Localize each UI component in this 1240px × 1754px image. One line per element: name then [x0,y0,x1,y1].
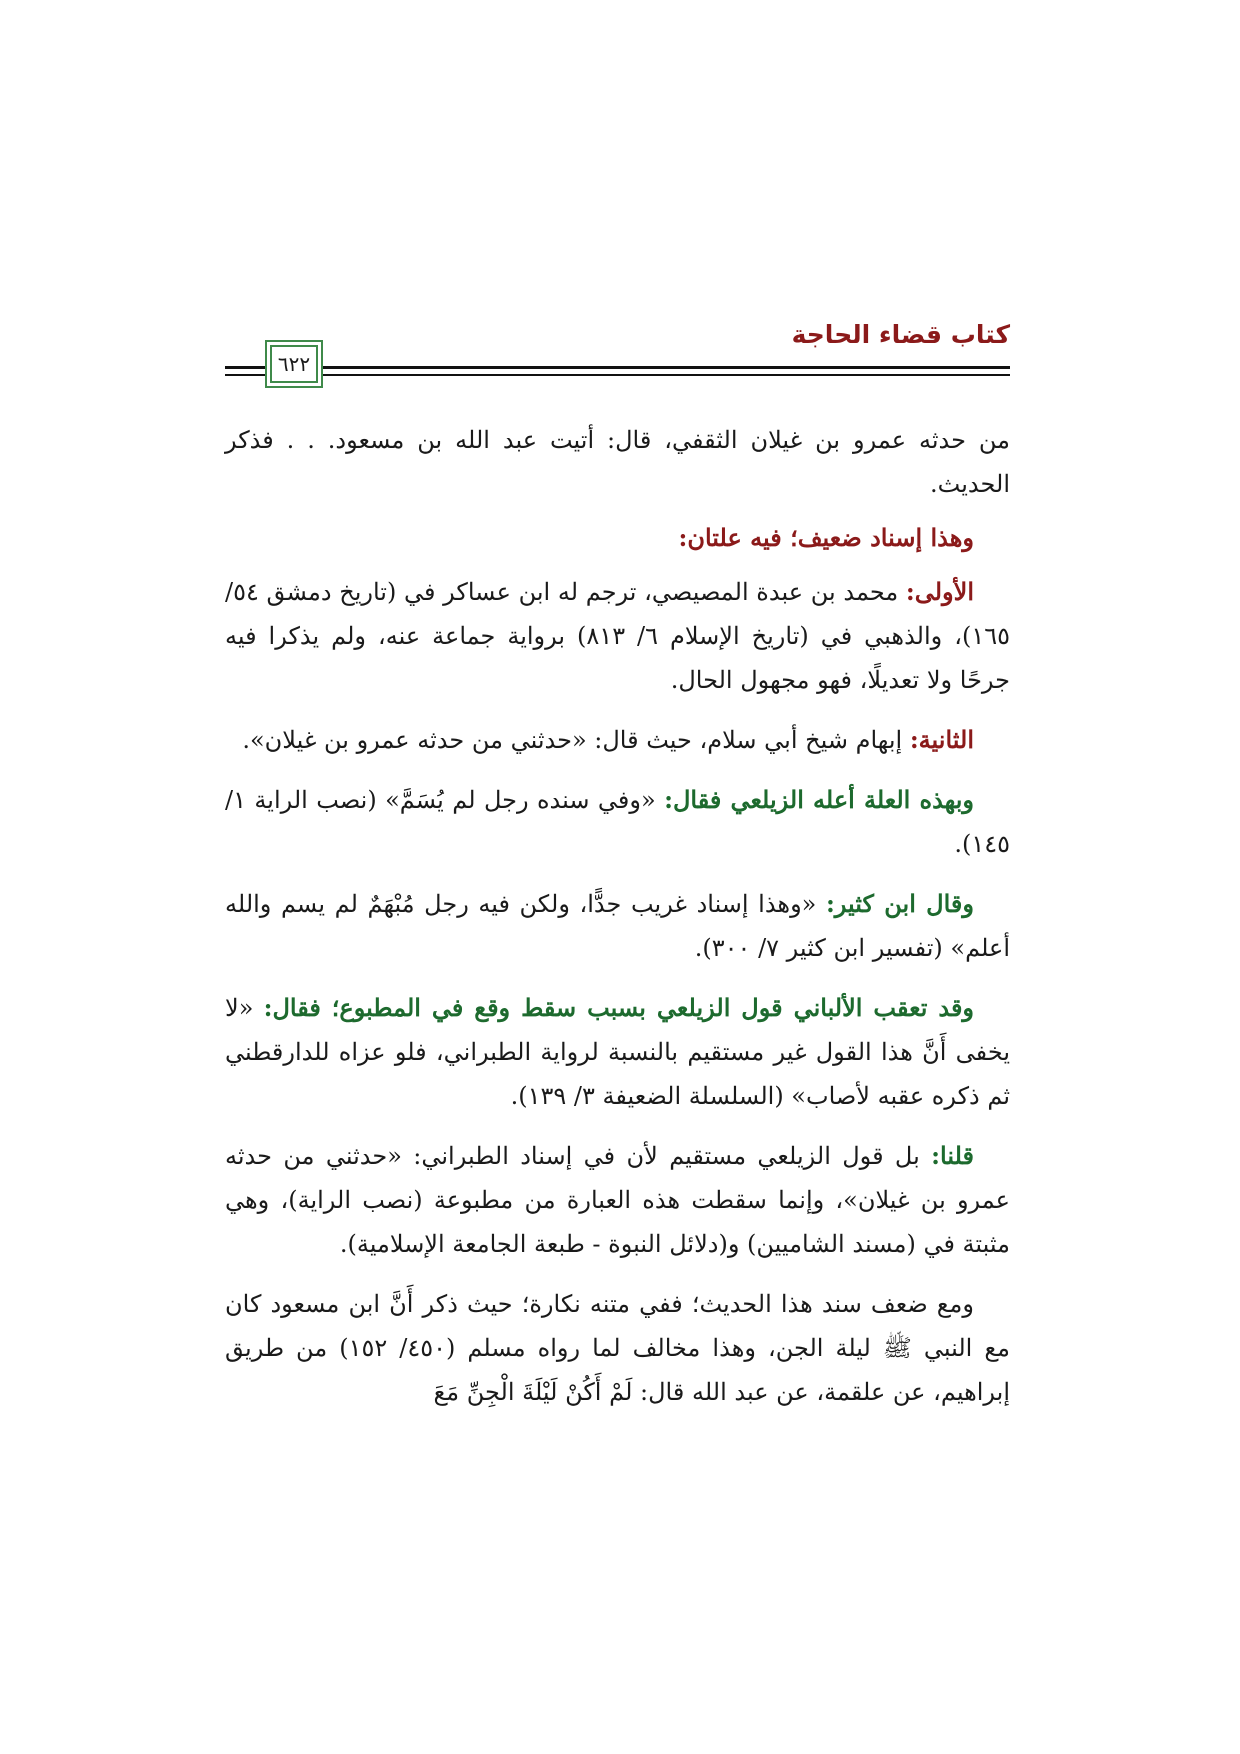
paragraph-ibn-kathir [225,882,1010,970]
label-first: الأولى: [905,577,974,606]
paragraph-qulna [225,1134,1010,1266]
paragraph-first-defect [225,570,1010,702]
qulna-text: بل قول الزيلعي مستقيم لأن في إسناد الطبراني: «حدثني من حدثه عمرو بن غيلان»، وإنما سقطت هذه العبارة من مطبوعة (نصب الراية)، وهي مثبتة في (مسند الشاميين) و(دلائل النبوة - طبعة الجامعة الإسلامية). [225,1142,1010,1258]
label-qulna: قلنا: [931,1141,974,1170]
label-second: الثانية: [909,725,974,754]
paragraph-intro: من حدثه عمرو بن غيلان الثقفي، قال: أتيت عبد الله بن مسعود. . . فذكر الحديث. [225,426,1010,498]
first-defect-text: محمد بن عبدة المصيصي، ترجم له ابن عساكر في (تاريخ دمشق ٥٤/ ١٦٥)، والذهبي في (تاريخ الإسلام ٦/ ٨١٣) برواية جماعة عنه، ولم يذكرا فيه جرحًا ولا تعديلًا، فهو مجهول الحال. [225,578,1010,694]
header-rule-bottom [225,374,1010,376]
zaylai-text: «وفي سنده رجل لم يُسَمَّ» (نصب الراية ١/ ١٤٥). [225,786,1010,858]
label-ibn-kathir: وقال ابن كثير: [825,889,974,918]
paragraph-albani [225,986,1010,1118]
page-body [225,418,1010,1430]
second-defect-text: إبهام شيخ أبي سلام، حيث قال: «حدثني من حدثه عمرو بن غيلان». [242,726,910,754]
section-heading-text: وهذا إسناد ضعيف؛ فيه علتان: [678,523,974,552]
paragraph-zaylai [225,778,1010,866]
paragraph-matn: ومع ضعف سند هذا الحديث؛ ففي متنه نكارة؛ حيث ذكر أَنَّ ابن مسعود كان مع النبي ﷺ ليلة الجن، وهذا مخالف لما رواه مسلم (٤٥٠/ ١٥٢) من طريق إبراهيم، عن علقمة، عن عبد الله قال: لَمْ أَكُنْ لَيْلَةَ الْجِنِّ مَعَ [225,1290,1010,1406]
paragraph-second-defect [225,718,1010,762]
label-albani: وقد تعقب الألباني قول الزيلعي بسبب سقط وقع في المطبوع؛ فقال: [263,993,975,1022]
book-title: كتاب قضاء الحاجة [791,320,1010,349]
header-rule-top [225,366,1010,369]
label-zaylai: وبهذه العلة أعله الزيلعي فقال: [664,785,974,814]
page-header [225,320,1010,400]
section-heading [225,516,1010,560]
page-number: ٦٢٢ [277,352,311,376]
page-number-frame [265,340,323,388]
albani-text: «لا يخفى أَنَّ هذا القول غير مستقيم بالنسبة لرواية الطبراني، فلو عزاه للدارقطني ثم ذكره عقبه لأصاب» (السلسلة الضعيفة ٣/ ١٣٩). [225,994,1010,1110]
ibn-kathir-text: «وهذا إسناد غريب جدًّا، ولكن فيه رجل مُبْهَمٌ لم يسم والله أعلم» (تفسير ابن كثير ٧/ ٣٠٠). [225,890,1010,962]
